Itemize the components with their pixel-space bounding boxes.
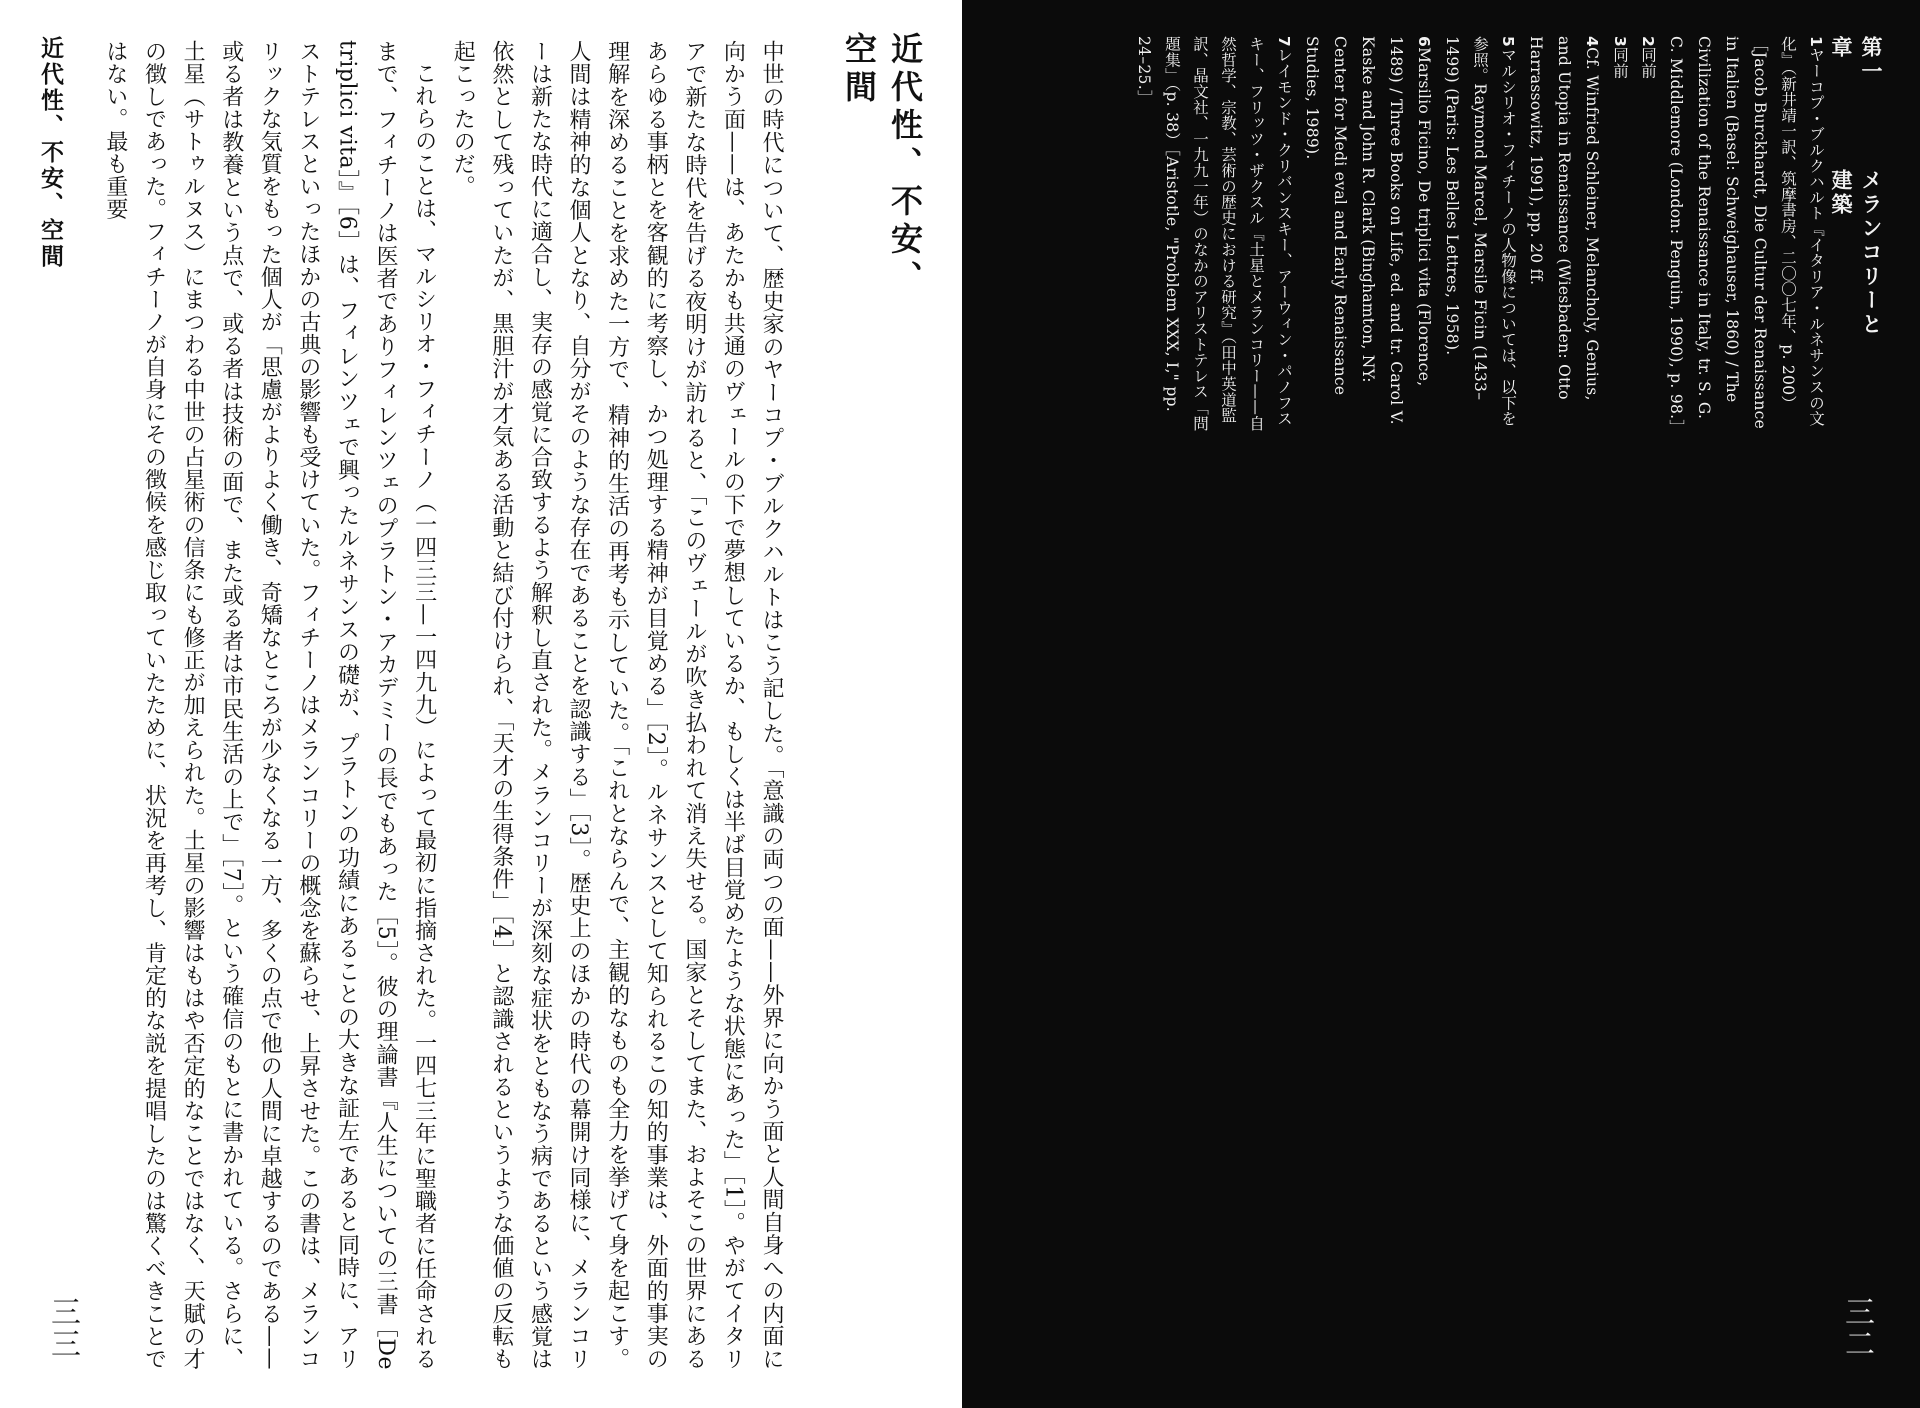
chapter-label: 第一章 [1829,36,1883,84]
paragraph: 中世の時代について、歴史家のヤーコプ・ブルクハルトはこう記した。「意識の両つの面——外界に向かう面と人間自身への内面に向かう面——は、あたかも共通のヴェールの下で夢想しているか、もしくは半ば目覚めたような状態にあった」［1］。やがてイタリアで新たな時代を告げる夜明けが訪れると、「このヴェールが吹き払われて消え失せる。国家とそしてまた、およそこの世界にあるあらゆる事柄とを客観的に考察し、かつ処理する精神が目覚める」［2］。ルネサンスとして知られるこの知的事業は、外面的事実の理解を深めることを求めた一方で、精神的生活の再考も示していた。「これとならんで、主観的なものも全力を挙げて身を起こす。人間は精神的な個人となり、自分がそのような存在であることを認識する」［3］。歴史上のほかの時代の幕開け同様に、メランコリーは新たな時代に適合し、実存の感覚に合致するよう解釈し直された。メランコリーが深刻な症状をともなう病であるという感覚は依然として残っていたが、黒胆汁が才気ある活動と結び付けられ、「天才の生得条件」［4］と認識されるというような価値の反転も起こったのだ。 [450,40,784,1371]
page-number-right: 三二 [1839,1296,1874,1360]
footnote-number: 4 [1583,36,1601,48]
body-text [102,40,790,1371]
footnote [1438,36,1522,431]
section-heading: 近代性、不安、空間 [840,32,924,298]
footnote [1606,36,1634,431]
footnote-text: レイモンド・クリバンスキー、アーウィン・パノフスキー、フリッツ・ザクスル『土星とメランコリー——自然哲学、宗教、芸術の歴史における研究』（田中英道監訳、晶文社、一九九一年）のなかのアリストテレス「問題集」（p. 38）［Aristotle, "Problem XXX, I," pp. 24–25.］ [1135,36,1293,431]
footnote-number: 6 [1415,36,1433,48]
footnote [1130,36,1298,431]
footnote-number: 5 [1499,36,1517,48]
footnote [1298,36,1438,431]
footnote-text: ヤーコプ・ブルクハルト『イタリア・ルネサンスの文化』（新井靖一訳、筑摩書房、二〇〇七年、p. 200）［Jacob Burckhardt, Die Cultur der Renaissance in Italien (Basel: Schweighauser, 1860) / The Civilization of the Renaissance in Italy, tr. S. G. C. Middlemore (London: Penguin, 1990), p. 98.］ [1667,36,1825,436]
footnote-number: 7 [1275,36,1293,48]
footnote-text: マルシリオ・フィチーノの人物像については、以下を参照。Raymond Marcel, Marsile Ficin (1433–1499) (Paris: Les Belles Lettres, 1958). [1443,36,1517,427]
footnote-text: Marsilio Ficino, De triplici vita (Florence, 1489) / Three Books on Life, ed. and tr. Carol V. Kaske and John R. Clark (Binghamton, NY: Center for Medi eval and Early Renaissance Studies, 1989). [1303,36,1433,425]
footnote-text: Cf. Winfried Schleiner, Melancholy, Genius, and Utopia in Renaissance (Wiesbaden: Otto Harrassowitz, 1991), pp. 20 ff. [1527,36,1601,401]
footnote [1634,36,1662,431]
footnote-number: 1 [1807,36,1825,48]
footnote-text: 同前 [1639,47,1657,79]
page-number-left: 三三 [45,1296,80,1360]
footnote-number: 3 [1611,36,1629,48]
running-head-left: 近代性、不安、空間 [37,36,63,270]
footnote-number: 2 [1639,36,1657,48]
right-page [962,0,1920,1408]
footnote-text: 同前 [1611,47,1629,79]
footnote [1522,36,1606,431]
chapter-title: メランコリーと建築 [1829,168,1883,337]
footnotes [1050,36,1830,1376]
footnote [1662,36,1830,436]
paragraph: これらのことは、マルシリオ・フィチーノ（一四三三—一四九九）によって最初に指摘された。一四七三年に聖職者に任命されるまで、フィチーノは医者でありフィレンツェのプラトン・アカデミーの長でもあった［5］。彼の理論書『人生についての三書［De triplici vita］』［6］は、フィレンツェで興ったルネサンスの礎が、プラトンの功績にあることの大きな証左であると同時に、アリストテレスといったほかの古典の影響も受けていた。フィチーノはメランコリーの概念を蘇らせ、上昇させた。この書は、メランコリックな気質をもった個人が「思慮がよりよく働き、奇矯なところが少なくなる一方、多くの点で他の人間に卓越するのである——或る者は教養という点で、或る者は技術の面で、また或る者は市民生活の上で」［7］。という確信のもとに書かれている。さらに、土星（サトゥルヌス）にまつわる中世の占星術の信条にも修正が加えられた。土星の影響はもはや否定的なことではなく、天賦の才の徴しであった。フィチーノが自身にその徴候を感じ取っていたために、状況を再考し、肯定的な説を提唱したのは驚くべきことではない。最も重要 [102,40,437,1370]
chapter-header [1826,36,1886,356]
